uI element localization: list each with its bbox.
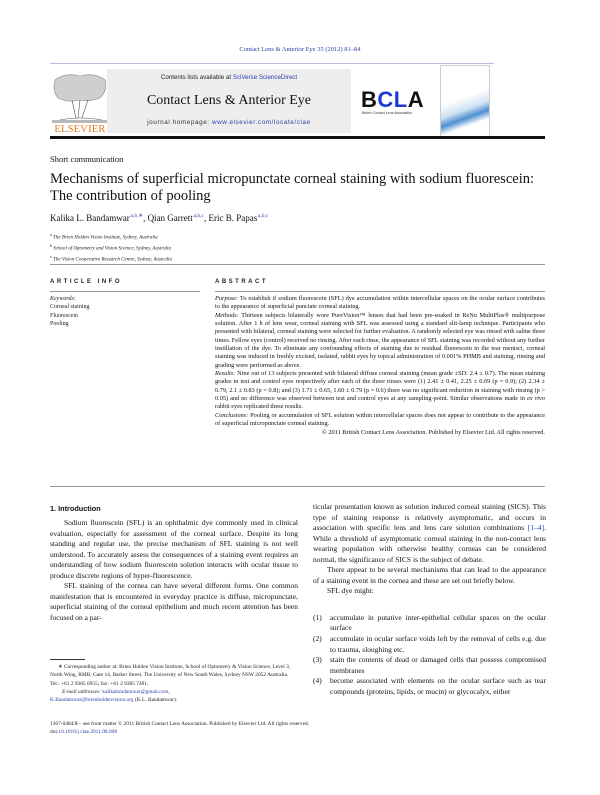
list-text: accumulate in putative inter-epithelial cellular spaces on the ocular surface: [330, 612, 546, 633]
article-info-divider: [50, 291, 200, 292]
contents-availability: [107, 74, 351, 81]
abstract-heading: ABSTRACT: [215, 279, 268, 285]
abstract-divider: [215, 291, 545, 292]
paragraph-text: . While a threshold of asymptomatic corneal staining in the non-contact lens wearing population with otherwise healthy corneas can be considered normal, the significance of SICS is the subject of debate.: [313, 523, 546, 564]
results-italic: ex vivo: [526, 395, 545, 403]
author-name: Kalika L. Bandamwar: [50, 213, 130, 223]
doi-line: [50, 728, 550, 736]
paragraph: SFL staining of the cornea can have several different forms. One common manifestation that is encountered in everyday practice is diffuse, micropunctate, superficial staining of the corneal epithelium and much recent attention has been focused on a par-: [50, 581, 298, 622]
author-affiliation-link[interactable]: a,b,c: [193, 213, 204, 219]
author-name: Qian Garrett: [147, 213, 193, 223]
issn-doi: [50, 720, 550, 737]
email-label: E-mail addresses:: [62, 688, 101, 695]
doi-prefix: doi:: [50, 729, 59, 736]
corresponding-author: ∗ Corresponding author at: Brien Holden Vision Institute, School of Optometry & Vision Science, Level 3, North Wing, RMB, Gate 14, Barker Street, The University of New South Wales, Sydney NSW 2052 Australia. Tel.: +61 2 9385 6955; fax: +61 2 9385 7401.: [50, 664, 291, 687]
corresponding-author-footnote: [50, 663, 298, 704]
author-affiliation-link[interactable]: a,b,∗: [130, 213, 144, 219]
citation-link[interactable]: [1–4]: [527, 523, 545, 533]
bcla-logo: [361, 87, 424, 113]
homepage-link[interactable]: www.elsevier.com/locate/clae: [212, 119, 311, 126]
paragraph: There appear to be several mechanisms that can lead to the appearance of a staining event in the cornea and these are set out briefly below.: [313, 565, 546, 585]
conclusions-text: Pooling or accumulation of SFL solution within intercellular spaces does not appear to contribute to the appearance of superficial micropunctate corneal staining.: [215, 411, 545, 428]
abstract-methods: [215, 312, 545, 370]
keyword: Corneal staining: [50, 304, 90, 311]
abstract-results: [215, 370, 545, 412]
affiliation-marker: b: [50, 243, 53, 249]
mechanism-list: [313, 613, 546, 697]
list-number: (2): [313, 634, 322, 644]
affiliation-marker: c: [50, 254, 52, 260]
email-link[interactable]: kalikabandamwar@gmail.com: [102, 688, 169, 695]
issn-line: 1367-0484/$ – see front matter © 2011 British Contact Lens Association. Published by Elsevier Ltd. All rights reserved.: [50, 721, 310, 727]
footnote-divider: [50, 659, 85, 660]
header-thick-divider: [50, 136, 545, 139]
author-affiliation-link[interactable]: a,b,c: [257, 213, 269, 219]
abstract-purpose: [215, 295, 545, 312]
email-addresses: E-mail addresses: kalikabandamwar@gmail.com,: [62, 688, 170, 695]
left-column: [50, 518, 298, 623]
homepage-prefix: journal homepage:: [147, 119, 212, 126]
sciencedirect-link[interactable]: SciVerse ScienceDirect: [232, 74, 298, 81]
article-title: Mechanisms of superficial micropunctate corneal staining with sodium fluorescein: The contribution of pooling: [50, 171, 535, 204]
results-label: Results:: [215, 370, 236, 378]
elsevier-logo[interactable]: ELSEVIER: [54, 124, 106, 135]
running-head: Contact Lens & Anterior Eye 35 (2012) 81–84: [239, 46, 361, 53]
paragraph: [313, 502, 546, 565]
paragraph: SFL dye might:: [327, 586, 374, 596]
affiliation-text: School of Optometry and Vision Science, Sydney, Australia: [53, 246, 172, 252]
bcla-a: A: [407, 87, 425, 112]
journal-cover-thumbnail[interactable]: [440, 65, 490, 137]
list-text: stain the contents of dead or damaged cells that possess compromised membranes: [330, 655, 546, 675]
list-number: (1): [313, 612, 322, 622]
results-end: rabbit eyes replicated these results.: [215, 403, 303, 411]
bcla-subtitle: British Contact Lens Association: [362, 111, 412, 115]
abstract-copyright: © 2011 British Contact Lens Association. Published by Elsevier Ltd. All rights reserved.: [322, 428, 545, 436]
list-text: become associated with elements on the ocular surface such as tear compounds (proteins, lipids, or mucin) or glycocalyx, either: [330, 676, 546, 696]
list-item: [313, 634, 546, 655]
author-list: Kalika L. Bandamwar $^{a,b,∗}$, Qian Garrett $^{a,b,c}$, Eric B. Papas $^{a,b,c}$: [50, 213, 269, 223]
right-column: [313, 502, 546, 697]
contents-prefix: Contents lists available at: [160, 74, 233, 81]
purpose-text: To establish if sodium fluorescein (SFL) dye accumulation within intercellular spaces on the ocular surface contributes to the appearance of superficial punctate corneal staining.: [215, 295, 545, 311]
journal-title: Contact Lens & Anterior Eye: [146, 93, 312, 108]
keyword: Fluorescein: [50, 312, 78, 319]
abstract-body: [215, 295, 545, 437]
header-divider: [50, 63, 494, 64]
journal-banner: [107, 69, 351, 133]
doi-link[interactable]: 10.1016/j.clae.2011.08.008: [58, 729, 118, 736]
bcla-b: B: [361, 87, 378, 112]
section-type: Short communication: [50, 154, 124, 164]
abstract-conclusions: [215, 412, 545, 429]
section-heading-introduction: 1. Introduction: [50, 504, 101, 513]
bcla-cl: CL: [377, 87, 408, 112]
email-link[interactable]: K.Bandamwar@brienholdenvision.org: [50, 697, 134, 704]
affiliation-text: The Brien Holden Vision Institute, Sydney, Australia: [53, 235, 158, 241]
conclusions-label: Conclusions:: [215, 411, 249, 419]
list-item: [313, 655, 546, 676]
purpose-label: Purpose:: [215, 295, 239, 302]
affiliation: [50, 253, 172, 264]
email-suffix: (K.L. Bandamwar).: [133, 697, 178, 704]
list-text: accumulate in ocular surface voids left by the removal of cells e.g. due to trauma, sloughing etc.: [330, 634, 546, 654]
list-item: [313, 676, 546, 697]
results-text: Nine out of 13 subjects presented with bilateral diffuse corneal staining (mean grade ±SD: 2.4 ± 0.7). The mean staining grades in test and control eyes respectively after each of the three rinses were (1) 2.41 ± 0.41, 2.25 ± 0.69 (p = 0.9); (2) 2.34 ± 0.79, 2.1 ± 0.83 (p = 0.8); and (3) 1.71 ± 0.65, 1.60 ± 0.79 (p = 0.6) there was no significant reduction in staining with rinsing (p > 0.05) and no difference was observed between test and control eyes at any sampling-point. Similar observations made in: [215, 370, 545, 403]
list-number: (3): [313, 655, 322, 665]
affiliation-marker: a: [50, 232, 52, 237]
affiliation: [50, 242, 172, 253]
abstract-bottom-divider: [50, 486, 545, 487]
list-number: (4): [313, 676, 322, 686]
affiliation: [50, 231, 172, 242]
methods-label: Methods:: [215, 311, 239, 319]
affiliation-text: The Vision Cooperative Research Centre, Sydney, Australia: [53, 257, 172, 263]
author-name: Eric B. Papas: [208, 213, 258, 223]
journal-homepage: [107, 119, 351, 126]
keyword: Pooling: [50, 320, 69, 327]
affiliations: [50, 231, 172, 264]
article-info-heading: ARTICLE INFO: [50, 279, 122, 285]
list-item: [313, 613, 546, 634]
title-divider: [50, 264, 545, 265]
keywords-label: Keywords:: [50, 296, 76, 302]
keywords: [50, 295, 90, 328]
paragraph: Sodium fluorescein (SFL) is an ophthalmic dye commonly used in clinical evaluation, especially for assessment of the corneal surface. Despite its long standing and regular use, the precise mechanism of SFL staining is not well understood. To accurately assess the consequences of a staining event requires an understanding of how sodium fluorescein solution interacts with ocular tissue to produce discrete regions of hyper-fluorescence.: [50, 518, 298, 580]
methods-text: Thirteen subjects bilaterally wore PureVision™ lenses that had been pre-soaked in ReNu MultiPlus® multipurpose solution. After 1 h of lens wear, corneal staining with SFL was assessed using a standard slit-lamp technique. Participants who presented with bilateral, corneal staining were selected for further evaluation. A randomly selected eye was rinsed with saline three times. Fellow eyes (control) received no rinsing. After each rinse, the appearance of SFL staining was recorded without any further instillation of the dye. To eliminate any confounding effects of staining due to residual fluorescein in the tear menisci, corneal staining was induced in freshly excised, isolated, rabbit eyes by topical administration of 0.001% PHMB and staining, rinsing and grading were performed as above.: [215, 311, 545, 369]
paragraph-text: ticular presentation known as solution induced corneal staining (SICS). This type of staining response is relatively asymptomatic, and occurs in association with specific lens and lens care solution combinations: [313, 502, 546, 533]
email-line-2: [50, 696, 298, 704]
